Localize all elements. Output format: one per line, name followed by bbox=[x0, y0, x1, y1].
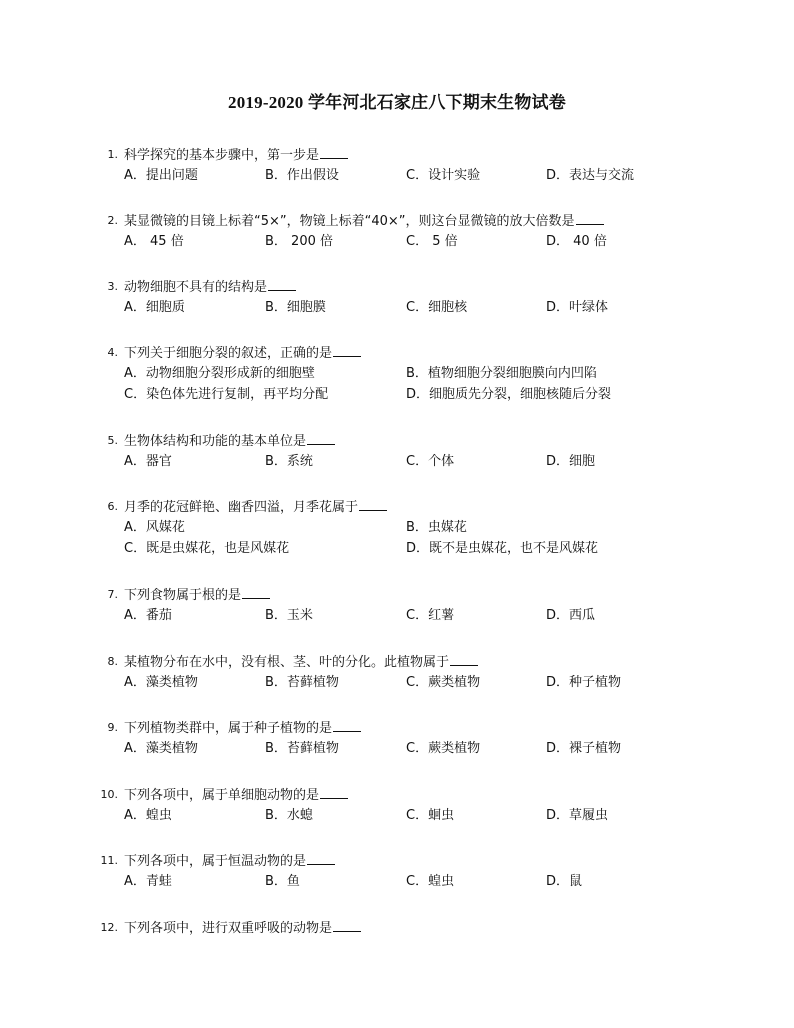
option-d: D．草履虫 bbox=[546, 808, 609, 823]
option-c: C．个体 bbox=[406, 454, 455, 469]
question bbox=[0, 585, 794, 626]
option-a: A．动物细胞分裂形成新的细胞壁 bbox=[124, 366, 315, 381]
question bbox=[0, 343, 794, 405]
option-a: A．青蛙 bbox=[124, 874, 172, 889]
question-stem: 下列关于细胞分裂的叙述，正确的是 bbox=[124, 346, 333, 361]
answer-blank bbox=[242, 585, 270, 599]
answer-blank bbox=[450, 652, 478, 666]
option-a: A．藻类植物 bbox=[124, 675, 198, 690]
question-number: 7. bbox=[107, 588, 118, 601]
question-stem: 动物细胞不具有的结构是 bbox=[124, 280, 268, 295]
option-d: D．细胞 bbox=[546, 454, 596, 469]
question-number: 1. bbox=[107, 148, 118, 161]
answer-blank bbox=[268, 277, 296, 291]
answer-blank bbox=[333, 718, 361, 732]
question-number: 6. bbox=[107, 500, 118, 513]
option-b: B．细胞膜 bbox=[265, 300, 326, 315]
option-b: B．鱼 bbox=[265, 874, 300, 889]
option-d: D．表达与交流 bbox=[546, 168, 635, 183]
option-d: D．裸子植物 bbox=[546, 741, 622, 756]
answer-blank bbox=[333, 343, 361, 357]
question-number: 8. bbox=[107, 655, 118, 668]
option-d: D．种子植物 bbox=[546, 675, 622, 690]
option-c: C．设计实验 bbox=[406, 168, 481, 183]
question bbox=[0, 431, 794, 472]
answer-blank bbox=[320, 145, 348, 159]
option-c: C．细胞核 bbox=[406, 300, 468, 315]
question bbox=[0, 277, 794, 318]
question bbox=[0, 851, 794, 892]
option-b: B．作出假设 bbox=[265, 168, 339, 183]
question-number: 4. bbox=[107, 346, 118, 359]
option-c: C．蕨类植物 bbox=[406, 741, 481, 756]
question-stem: 某植物分布在水中，没有根、茎、叶的分化。此植物属于 bbox=[124, 655, 450, 670]
question-number: 2. bbox=[107, 214, 118, 227]
question bbox=[0, 211, 794, 252]
option-a: A．藻类植物 bbox=[124, 741, 198, 756]
answer-blank bbox=[307, 851, 335, 865]
page-title: 2019-2020 学年河北石家庄八下期末生物试卷 bbox=[228, 93, 566, 112]
question-stem: 月季的花冠鲜艳、幽香四溢，月季花属于 bbox=[124, 500, 359, 515]
question-stem: 下列各项中，属于单细胞动物的是 bbox=[124, 788, 320, 803]
option-b: B．植物细胞分裂细胞膜向内凹陷 bbox=[406, 366, 597, 381]
question-number: 12. bbox=[100, 921, 118, 934]
option-a: A．器官 bbox=[124, 454, 172, 469]
question-stem: 某显微镜的目镜上标着“5×”，物镜上标着“40×”，则这台显微镜的放大倍数是 bbox=[124, 214, 575, 229]
option-a: A．细胞质 bbox=[124, 300, 185, 315]
option-c: C．蛔虫 bbox=[406, 808, 455, 823]
option-d: D．既不是虫媒花，也不是风媒花 bbox=[406, 541, 599, 556]
option-d: D． 40 倍 bbox=[546, 234, 607, 249]
option-d: D．叶绿体 bbox=[546, 300, 609, 315]
question-stem: 下列各项中，属于恒温动物的是 bbox=[124, 854, 307, 869]
option-b: B．水螅 bbox=[265, 808, 313, 823]
option-c: C．蝗虫 bbox=[406, 874, 455, 889]
option-c: C．红薯 bbox=[406, 608, 455, 623]
question bbox=[0, 918, 794, 938]
option-d: D．西瓜 bbox=[546, 608, 596, 623]
answer-blank bbox=[320, 785, 348, 799]
question-stem: 科学探究的基本步骤中，第一步是 bbox=[124, 148, 320, 163]
option-c: C．染色体先进行复制，再平均分配 bbox=[124, 387, 329, 402]
question-stem: 下列植物类群中，属于种子植物的是 bbox=[124, 721, 333, 736]
option-b: B．虫媒花 bbox=[406, 520, 467, 535]
answer-blank bbox=[359, 497, 387, 511]
option-c: C． 5 倍 bbox=[406, 234, 458, 249]
answer-blank bbox=[307, 431, 335, 445]
option-c: C．既是虫媒花，也是风媒花 bbox=[124, 541, 290, 556]
option-a: A．番茄 bbox=[124, 608, 172, 623]
option-a: A． 45 倍 bbox=[124, 234, 184, 249]
question-number: 5. bbox=[107, 434, 118, 447]
question bbox=[0, 718, 794, 759]
question-stem: 下列食物属于根的是 bbox=[124, 588, 242, 603]
question bbox=[0, 145, 794, 186]
answer-blank bbox=[576, 211, 604, 225]
option-b: B． 200 倍 bbox=[265, 234, 333, 249]
option-b: B．玉米 bbox=[265, 608, 313, 623]
option-b: B．苔藓植物 bbox=[265, 741, 339, 756]
question-stem: 生物体结构和功能的基本单位是 bbox=[124, 434, 307, 449]
option-c: C．蕨类植物 bbox=[406, 675, 481, 690]
option-a: A．提出问题 bbox=[124, 168, 198, 183]
option-d: D．鼠 bbox=[546, 874, 583, 889]
option-b: B．系统 bbox=[265, 454, 313, 469]
question-stem: 下列各项中，进行双重呼吸的动物是 bbox=[124, 921, 333, 936]
question-number: 10. bbox=[100, 788, 118, 801]
option-d: D．细胞质先分裂，细胞核随后分裂 bbox=[406, 387, 612, 402]
question bbox=[0, 652, 794, 693]
question-number: 3. bbox=[107, 280, 118, 293]
option-a: A．风媒花 bbox=[124, 520, 185, 535]
question bbox=[0, 785, 794, 826]
question-number: 11. bbox=[100, 854, 118, 867]
question bbox=[0, 497, 794, 559]
question-number: 9. bbox=[107, 721, 118, 734]
option-a: A．蝗虫 bbox=[124, 808, 172, 823]
answer-blank bbox=[333, 918, 361, 932]
option-b: B．苔藓植物 bbox=[265, 675, 339, 690]
